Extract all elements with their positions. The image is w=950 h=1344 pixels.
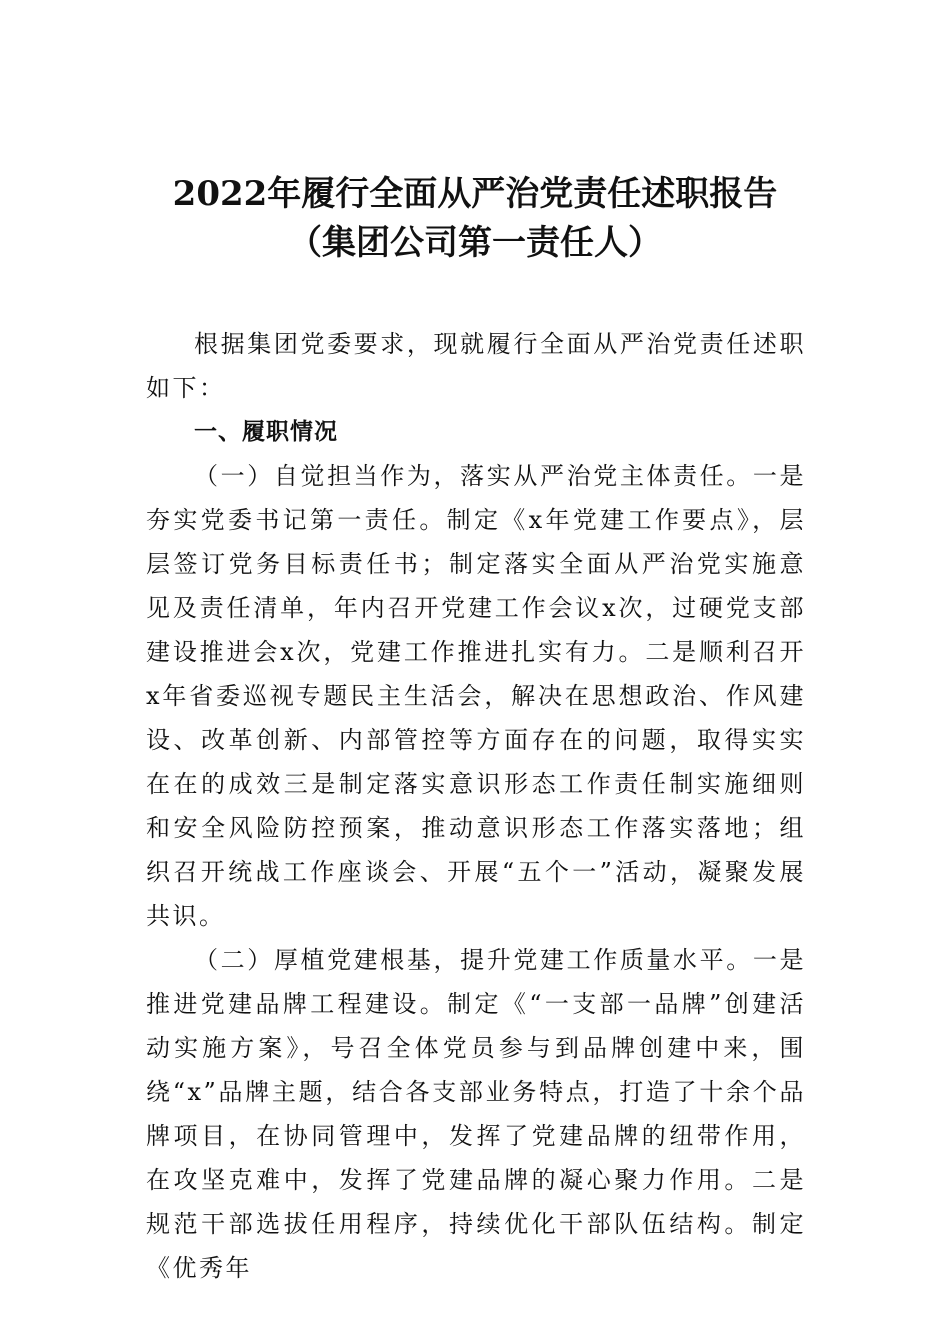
body-paragraph-2: （二）厚植党建根基，提升党建工作质量水平。一是推进党建品牌工程建设。制定《“一支部一品牌”创建活动实施方案》，号召全体党员参与到品牌创建中来，围绕“x”品牌主题，结合各支部业务特点，打造了十余个品牌项目，在协同管理中，发挥了党建品牌的纽带作用，在攻坚克难中，发挥了党建品牌的凝心聚力作用。二是规范干部选拔任用程序，持续优化干部队伍结构。制定《优秀年 <box>146 946 806 1282</box>
body-paragraph-1: （一）自觉担当作为，落实从严治党主体责任。一是夯实党委书记第一责任。制定《x年党建工作要点》，层层签订党务目标责任书；制定落实全面从严治党实施意见及责任清单，年内召开党建工作会议x次，过硬党支部建设推进会x次，党建工作推进扎实有力。二是顺利召开x年省委巡视专题民主生活会，解决在思想政治、作风建设、改革创新、内部管控等方面存在的问题，取得实实在在的成效三是制定落实意识形态工作责任制实施细则和安全风险防控预案，推动意识形态工作落实落地；组织召开统战工作座谈会、开展“五个一”活动，凝聚发展共识。 <box>146 462 806 930</box>
document-subtitle: （集团公司第一责任人） <box>288 223 662 263</box>
document-body <box>146 322 806 1290</box>
section-heading: 一、履职情况 <box>194 419 338 445</box>
intro-paragraph: 根据集团党委要求，现就履行全面从严治党责任述职如下： <box>146 330 806 402</box>
document-title: 2022年履行全面从严治党责任述职报告 <box>172 174 778 214</box>
